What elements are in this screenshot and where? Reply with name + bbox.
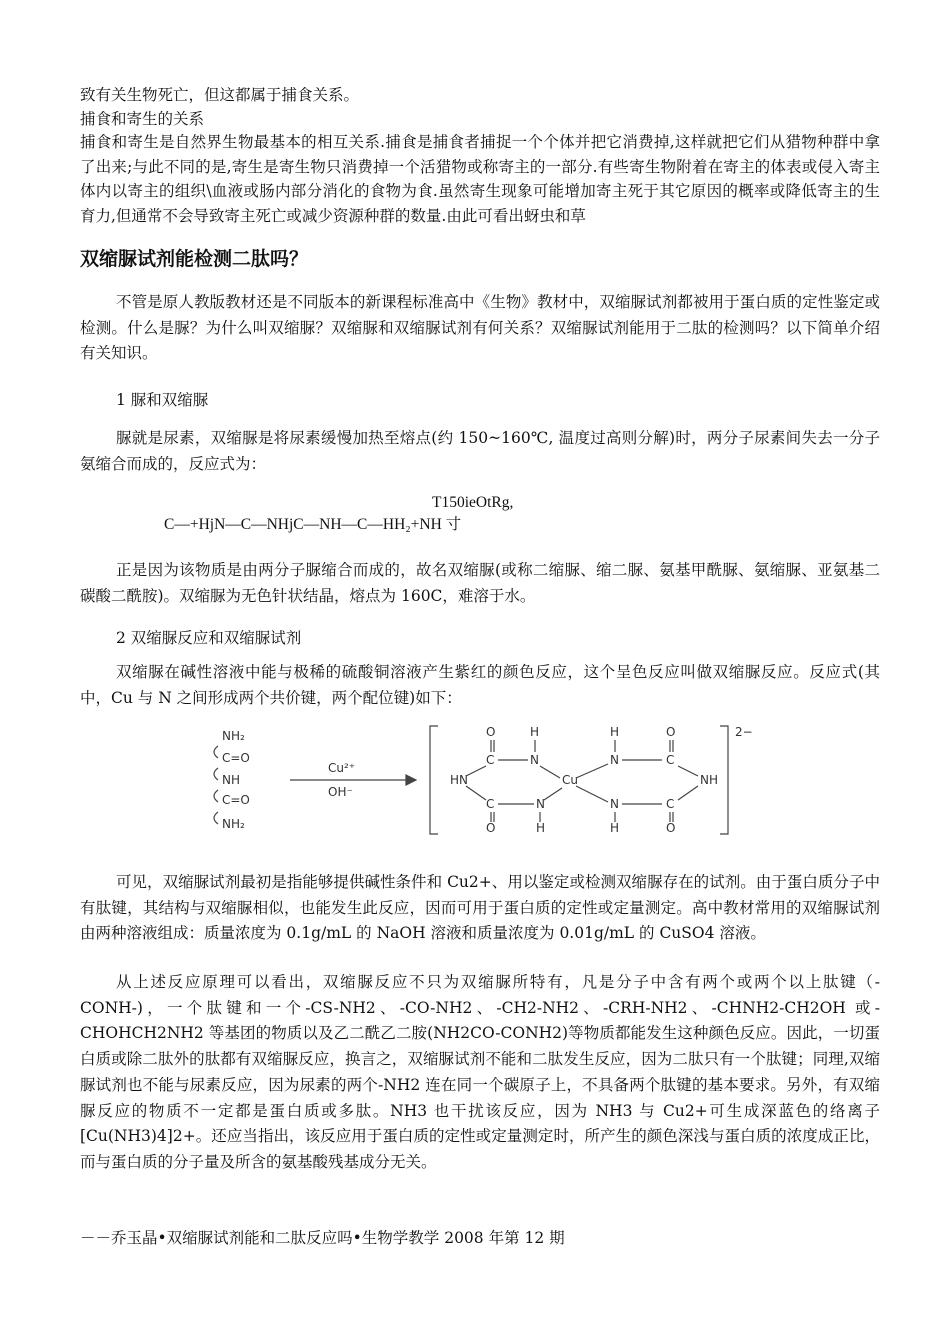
svg-text:N: N bbox=[610, 797, 619, 811]
reaction-formula bbox=[164, 494, 584, 534]
paragraph-section2-c: 从上述反应原理可以看出，双缩脲反应不只为双缩脲所特有，凡是分子中含有两个或两个以上肽键（-CONH-)，一个肽键和一个-CS-NH2、-CO-NH2、-CH2-NH2、-CRH-NH2、-CHNH2-CH2OH 或-CHOHCH2NH2 等基团的物质以及乙二酰乙二胺(NH2CO-CONH2)等物质都能发生这种颜色反应。因此，一切蛋白质或除二肽外的肽都有双缩脲反应，换言之，双缩脲试剂不能和二肽发生反应，因为二肽只有一个肽键；同理,双缩脲试剂也不能与尿素反应，因为尿素的两个-NH2 连在同一个碳原子上，不具备两个肽键的基本要求。另外，有双缩脲反应的物质不一定都是蛋白质或多肽。NH3 也干扰该反应，因为 NH3 与 Cu2+可生成深蓝色的络离子[Cu(NH3)4]2+。还应当指出，该反应用于蛋白质的定性或定量测定时，所产生的颜色深浅与蛋白质的浓度成正比，而与蛋白质的分子量及所含的氨基酸残基成分无关。 bbox=[80, 973, 880, 1171]
svg-text:C: C bbox=[486, 797, 495, 811]
svg-text:C: C bbox=[666, 797, 675, 811]
paragraph-predation: 捕食和寄生是自然界生物最基本的相互关系.捕食是捕食者捕捉一个个体并把它消费掉,这样就把它们从猎物种群中拿了出来;与此不同的是,寄生是寄生物只消费掉一个活猎物或称寄主的一部分.有些寄生物附着在寄主的体表或侵入寄主体内以寄主的组织\血液或肠内部分消化的食物为食.虽然寄生现象可能增加寄主死于其它原因的概率或降低寄主的生育力,但通常不会导致寄主死亡或减少资源种群的数量.由此可看出蚜虫和草 bbox=[80, 133, 880, 225]
paragraph-intro: 不管是原人教版教材还是不同版本的新课程标准高中《生物》教材中，双缩脲试剂都被用于蛋白质的定性鉴定或检测。什么是脲？为什么叫双缩脲？双缩脲和双缩脲试剂有何关系？双缩脲试剂能用于二肽的检测吗？以下简单介绍有关知识。 bbox=[80, 293, 880, 363]
svg-text:N: N bbox=[610, 753, 619, 767]
arrow-label-bottom: OH⁻ bbox=[328, 785, 353, 799]
arrow-label-top: Cu²⁺ bbox=[328, 761, 356, 775]
svg-text:O: O bbox=[486, 821, 496, 835]
formula-equation: C—+HjN—C—NHjC—NH—C—HH₂+NH 寸 bbox=[164, 516, 462, 533]
svg-text:C: C bbox=[486, 753, 495, 767]
section-heading-1: 1 脲和双缩脲 bbox=[116, 391, 209, 409]
subheading-predation-parasitism: 捕食和寄生的关系 bbox=[80, 110, 205, 128]
svg-text:NH: NH bbox=[700, 773, 718, 787]
complex-charge: 2− bbox=[735, 725, 753, 739]
svg-text:O: O bbox=[666, 725, 676, 739]
section-heading-2: 2 双缩脲反应和双缩脲试剂 bbox=[116, 629, 302, 647]
paragraph-section2: 双缩脲在碱性溶液中能与极稀的硫酸铜溶液产生紫红的颜色反应，这个呈色反应叫做双缩脲反应。反应式(其中，Cu 与 N 之间形成两个共价键，两个配位键)如下： bbox=[80, 663, 880, 707]
citation: －－乔玉晶•双缩脲试剂能和二肽反应吗•生物学教学 2008 年第 12 期 bbox=[80, 1229, 565, 1247]
text-line: 致有关生物死亡，但这都属于捕食关系。 bbox=[80, 86, 360, 104]
left-label-4: C=O bbox=[222, 793, 250, 807]
paragraph-section2-b: 可见，双缩脲试剂最初是指能够提供碱性条件和 Cu2+、用以鉴定或检测双缩脲存在的试剂。由于蛋白质分子中有肽键，其结构与双缩脲相似，也能发生此反应，因而可用于蛋白质的定性或定量测定。高中教材常用的双缩脲试剂由两种溶液组成：质量浓度为 0.1g/mL 的 NaOH 溶液和质量浓度为 0.01g/mL 的 CuSO4 溶液。 bbox=[80, 873, 880, 943]
paragraph-section1-b: 正是因为该物质是由两分子脲缩合而成的，故名双缩脲(或称二缩脲、缩二脲、氨基甲酰脲、氨缩脲、亚氨基二碳酸二酰胺)。双缩脲为无色针状结晶，熔点为 160C，难溶于水。 bbox=[80, 561, 880, 605]
biuret-reaction-diagram bbox=[200, 720, 765, 840]
svg-text:C: C bbox=[666, 753, 675, 767]
left-label-2: C=O bbox=[222, 751, 250, 765]
copper-center: Cu bbox=[562, 773, 578, 787]
svg-text:N: N bbox=[536, 797, 545, 811]
left-label-1: NH₂ bbox=[222, 729, 245, 743]
svg-text:H: H bbox=[536, 821, 546, 835]
svg-text:H: H bbox=[530, 725, 540, 739]
svg-text:O: O bbox=[486, 725, 496, 739]
paragraph-section1: 脲就是尿素，双缩脲是将尿素缓慢加热至熔点(约 150~160℃, 温度过高则分解)时，两分子尿素间失去一分子氨缩合而成的，反应式为： bbox=[80, 429, 880, 473]
left-label-5: NH₂ bbox=[222, 817, 245, 831]
svg-text:H: H bbox=[610, 725, 620, 739]
left-label-3: NH bbox=[222, 773, 240, 787]
svg-text:N: N bbox=[530, 753, 539, 767]
svg-text:O: O bbox=[666, 821, 676, 835]
svg-text:H: H bbox=[610, 821, 620, 835]
article-title: 双缩脲试剂能检测二肽吗？ bbox=[80, 248, 309, 270]
formula-condition: T150ieOtRg, bbox=[432, 494, 514, 511]
svg-text:HN: HN bbox=[450, 773, 468, 787]
